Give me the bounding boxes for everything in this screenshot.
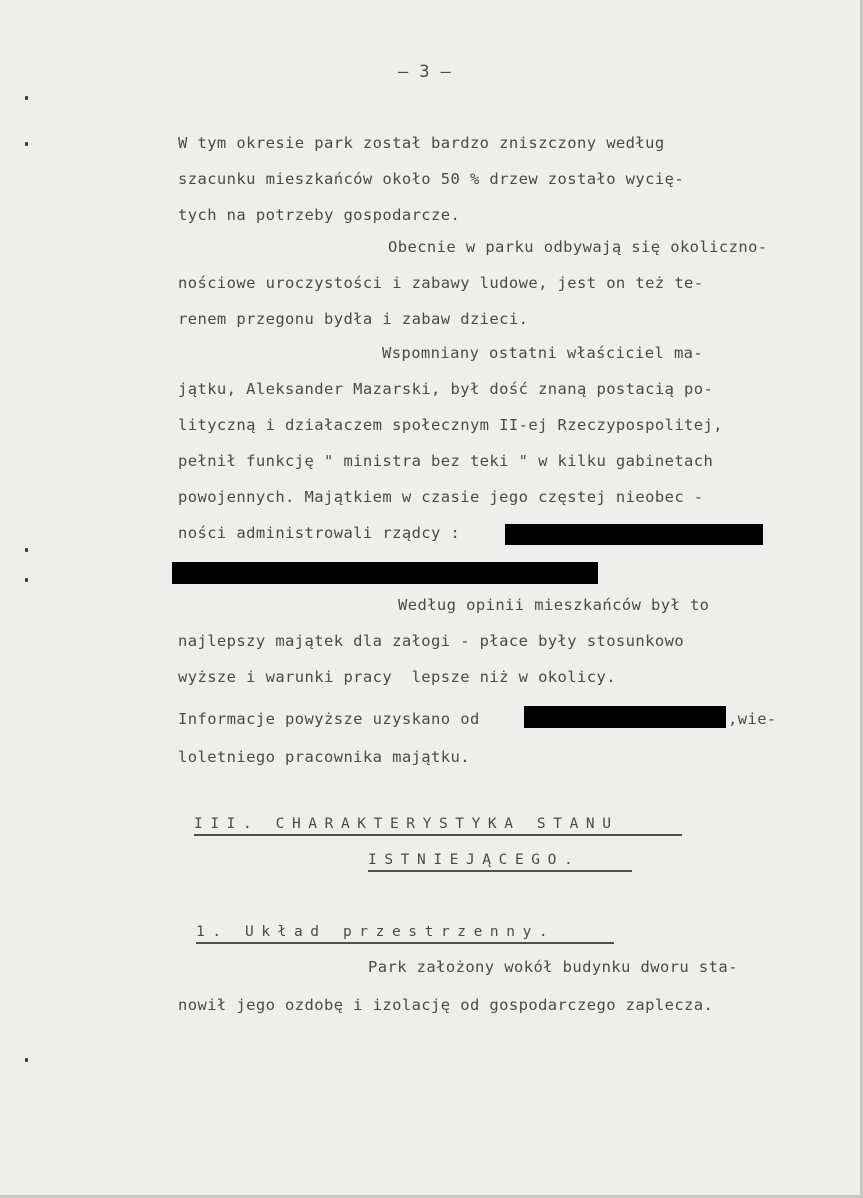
section-heading: III. CHARAKTERYSTYKA STANU: [194, 816, 619, 832]
text-line: tych na potrzeby gospodarcze.: [178, 206, 461, 224]
text-line: Wspomniany ostatni właściciel ma-: [382, 344, 704, 362]
text-line: najlepszy majątek dla załogi - płace były stosunkowo: [178, 632, 685, 650]
heading-underline: [194, 834, 682, 836]
text-line: Park założony wokół budynku dworu sta-: [368, 958, 738, 976]
text-line: Obecnie w parku odbywają się okoliczno-: [388, 238, 768, 256]
text-line: powojennych. Majątkiem w czasie jego częstej nieobec -: [178, 488, 704, 506]
heading-underline: [196, 942, 614, 944]
text-line: lityczną i działaczem społecznym II-ej Rzeczypospolitej,: [178, 416, 723, 434]
margin-mark: [25, 548, 28, 552]
text-line: pełnił funkcję " ministra bez teki " w kilku gabinetach: [178, 452, 714, 470]
section-heading: ISTNIEJĄCEGO.: [368, 852, 581, 868]
subsection-heading: 1. Układ przestrzenny.: [196, 924, 556, 940]
text-line: Według opinii mieszkańców był to: [398, 596, 710, 614]
text-line: renem przegonu bydła i zabaw dzieci.: [178, 310, 529, 328]
text-line: W tym okresie park został bardzo zniszczony według: [178, 134, 665, 152]
page-number: — 3 —: [398, 62, 452, 82]
text-line: wyższe i warunki pracy lepsze niż w okolicy.: [178, 668, 616, 686]
text-line: szacunku mieszkańców około 50 % drzew zostało wycię-: [178, 170, 685, 188]
redaction-bar: [172, 562, 598, 584]
margin-mark: [25, 96, 28, 100]
text-line: nowił jego ozdobę i izolację od gospodarczego zaplecza.: [178, 996, 714, 1014]
margin-mark: [25, 1058, 28, 1062]
text-line: ,wie-: [728, 710, 777, 728]
redaction-bar: [505, 524, 763, 545]
text-line: ności administrowali rządcy :: [178, 524, 461, 542]
text-line: nościowe uroczystości i zabawy ludowe, jest on też te-: [178, 274, 704, 292]
text-line: jątku, Aleksander Mazarski, był dość znaną postacią po-: [178, 380, 714, 398]
text-line: Informacje powyższe uzyskano od: [178, 710, 480, 728]
text-line: loletniego pracownika majątku.: [178, 748, 470, 766]
margin-mark: [25, 578, 28, 582]
redaction-bar: [524, 706, 726, 728]
heading-underline: [368, 870, 632, 872]
margin-mark: [25, 142, 28, 146]
